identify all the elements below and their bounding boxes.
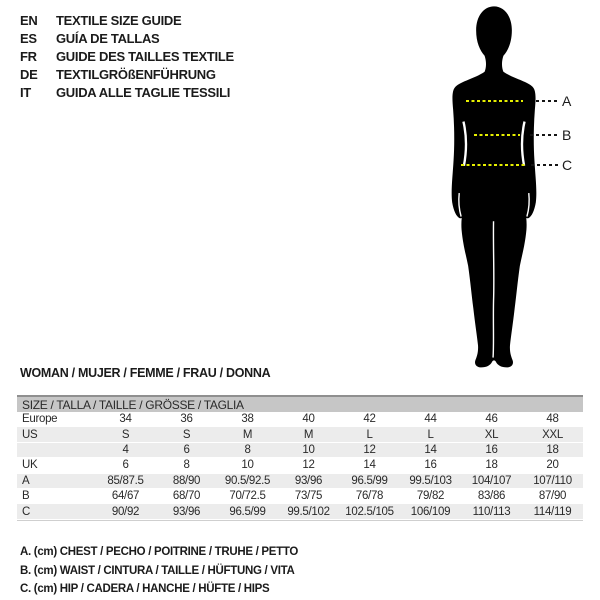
table-cell: 68/70 — [172, 490, 201, 503]
table-row — [17, 427, 583, 442]
size-table-header: SIZE / TALLA / TAILLE / GRÖSSE / TAGLIA — [17, 395, 583, 412]
table-cell: 107/110 — [533, 474, 572, 487]
language-label: TEXTILGRÖßENFÜHRUNG — [56, 66, 216, 82]
table-cell: 83/86 — [477, 490, 506, 503]
legend-line-chest: A. (cm) CHEST / PECHO / POITRINE / TRUHE / PETTO — [20, 546, 299, 558]
table-cell: 20 — [546, 459, 559, 472]
gender-title: WOMAN / MUJER / FEMME / FRAU / DONNA — [20, 366, 271, 380]
table-cell: 6 — [122, 459, 129, 472]
marker-label-b: B — [562, 127, 572, 143]
language-row — [20, 65, 234, 83]
table-row — [17, 458, 583, 473]
row-label: C — [22, 505, 31, 518]
table-cell: 76/78 — [355, 490, 384, 503]
language-row — [20, 11, 234, 29]
table-cell: 10 — [241, 459, 254, 472]
table-cell: 8 — [244, 443, 251, 456]
table-row — [17, 443, 583, 458]
language-row — [20, 29, 234, 47]
chest-connector-line — [536, 100, 558, 102]
waist-measure-line — [474, 134, 520, 136]
table-cell: 34 — [119, 413, 132, 426]
table-cell: 70/72.5 — [229, 490, 266, 503]
table-cell: L — [427, 428, 434, 441]
table-cell: 73/75 — [294, 490, 323, 503]
table-cell: 99.5/102 — [287, 505, 330, 518]
row-label: UK — [22, 459, 38, 472]
table-cell: 96.5/99 — [229, 505, 266, 518]
table-cell: S — [121, 428, 130, 441]
row-label: Europe — [22, 413, 58, 426]
language-label: GUIDA ALLE TAGLIE TESSILI — [56, 84, 231, 100]
hip-connector-line — [531, 164, 558, 166]
size-table-rows — [17, 412, 583, 521]
row-label: A — [22, 474, 30, 487]
language-code: DE — [20, 66, 38, 82]
hip-measure-line — [461, 164, 525, 166]
language-code: ES — [20, 30, 37, 46]
language-row — [20, 83, 234, 101]
language-code: EN — [20, 12, 38, 28]
marker-label-c: C — [562, 157, 573, 173]
table-cell: 16 — [485, 443, 498, 456]
language-label: GUÍA DE TALLAS — [56, 30, 160, 46]
table-cell: 44 — [424, 413, 437, 426]
table-cell: 14 — [363, 459, 376, 472]
size-table — [17, 366, 583, 521]
table-cell: 93/96 — [172, 505, 201, 518]
table-cell: 36 — [180, 413, 193, 426]
table-cell: M — [242, 428, 253, 441]
table-cell: 93/96 — [294, 474, 323, 487]
language-label: GUIDE DES TAILLES TEXTILE — [56, 48, 234, 64]
table-cell: XXL — [542, 428, 563, 441]
table-cell: 104/107 — [471, 474, 512, 487]
row-label: US — [22, 428, 38, 441]
legend-line-hip: C. (cm) HIP / CADERA / HANCHE / HÜFTE / HIPS — [20, 583, 270, 595]
language-row — [20, 47, 234, 65]
table-cell: 64/67 — [111, 490, 140, 503]
table-cell: 18 — [546, 443, 559, 456]
table-cell: 102.5/105 — [345, 505, 394, 518]
table-cell: 12 — [363, 443, 376, 456]
table-row — [17, 412, 583, 427]
table-cell: 14 — [424, 443, 437, 456]
table-cell: 4 — [122, 443, 129, 456]
table-cell: 79/82 — [416, 490, 445, 503]
measurement-legend — [20, 543, 298, 599]
table-cell: 87/90 — [538, 490, 567, 503]
table-row — [17, 474, 583, 489]
row-label: B — [22, 490, 30, 503]
table-cell: S — [182, 428, 191, 441]
leg-gap — [493, 221, 494, 357]
table-cell: 18 — [485, 459, 498, 472]
table-cell: 6 — [183, 443, 190, 456]
table-cell: 99.5/103 — [409, 474, 452, 487]
language-label: TEXTILE SIZE GUIDE — [56, 12, 182, 28]
waist-connector-line — [530, 134, 558, 136]
legend-line-waist: B. (cm) WAIST / CINTURA / TAILLE / HÜFTUNG / VITA — [20, 564, 295, 577]
table-cell: 46 — [485, 413, 498, 426]
language-code: FR — [20, 48, 37, 64]
table-cell: XL — [484, 428, 499, 441]
table-cell: M — [303, 428, 314, 441]
table-cell: 110/113 — [472, 505, 511, 518]
table-cell: 10 — [302, 443, 315, 456]
table-cell: 90/92 — [111, 505, 140, 518]
table-cell: 48 — [546, 413, 559, 426]
table-cell: 40 — [302, 413, 315, 426]
table-row — [17, 504, 583, 519]
table-cell: L — [366, 428, 373, 441]
language-code: IT — [20, 84, 31, 100]
woman-silhouette-image — [447, 5, 541, 374]
table-cell: 114/119 — [533, 505, 572, 518]
table-row — [17, 489, 583, 504]
marker-label-a: A — [562, 93, 572, 109]
table-cell: 42 — [363, 413, 376, 426]
table-cell: 85/87.5 — [107, 474, 144, 487]
table-cell: 38 — [241, 413, 254, 426]
table-cell: 8 — [183, 459, 190, 472]
table-cell: 88/90 — [172, 474, 201, 487]
table-cell: 96.5/99 — [351, 474, 388, 487]
table-cell: 106/109 — [410, 505, 451, 518]
table-cell: 90.5/92.5 — [224, 474, 271, 487]
table-cell: 12 — [302, 459, 315, 472]
table-cell: 16 — [424, 459, 437, 472]
language-list — [20, 11, 234, 101]
chest-measure-line — [466, 100, 523, 102]
